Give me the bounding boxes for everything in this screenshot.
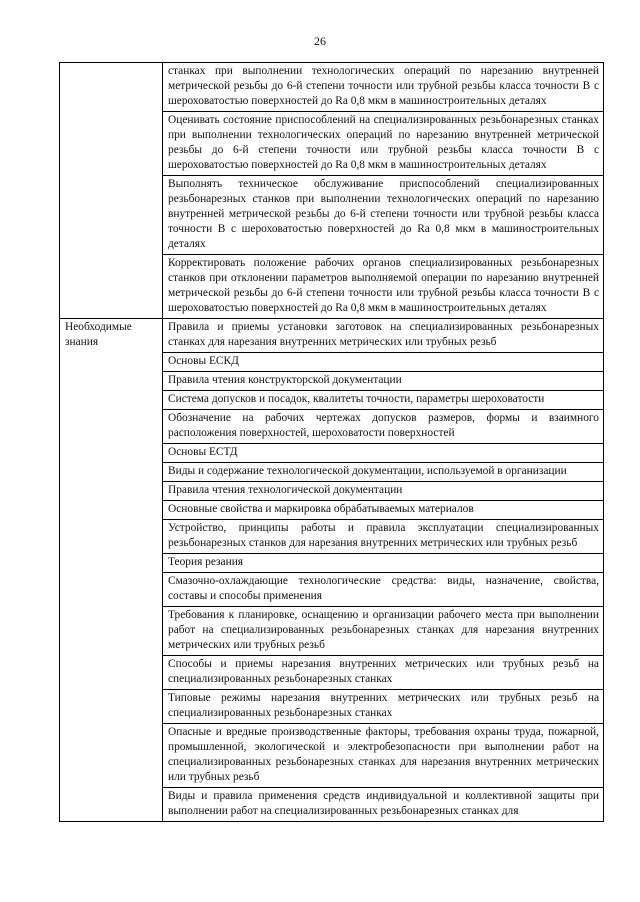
table-row	[60, 319, 604, 353]
knowledge-cell: Обозначение на рабочих чертежах допусков размеров, формы и взаимного расположения поверхностей, шероховатости поверхностей	[163, 410, 604, 444]
knowledge-cell: Основы ЕСКД	[163, 353, 604, 372]
knowledge-cell: Основы ЕСТД	[163, 444, 604, 463]
skill-cell: Оценивать состояние приспособлений на специализированных резьбонарезных станках при выполнении технологических операций по нарезанию внутренней метрической резьбы до 6-й степени точности или трубной резьбы класса точности В с шероховатостью поверхностей до Ra 0,8 мкм в машиностроительных деталях	[163, 112, 604, 176]
knowledge-cell: Система допусков и посадок, квалитеты точности, параметры шероховатости	[163, 391, 604, 410]
table-row	[60, 63, 604, 112]
knowledge-cell: Устройство, принципы работы и правила эксплуатации специализированных резьбонарезных станков для нарезания внутренних метрических или трубных резьб	[163, 520, 604, 554]
knowledge-cell: Виды и правила применения средств индивидуальной и коллективной защиты при выполнении работ на специализированных резьбонарезных станках для	[163, 788, 604, 822]
knowledge-cell: Правила чтения технологической документации	[163, 482, 604, 501]
knowledge-cell: Правила и приемы установки заготовок на специализированных резьбонарезных станках для нарезания внутренних метрических или трубных резьб	[163, 319, 604, 353]
empty-label-cell	[60, 63, 163, 319]
knowledge-cell: Способы и приемы нарезания внутренних метрических или трубных резьб на специализированных резьбонарезных станках	[163, 656, 604, 690]
skill-cell: станках при выполнении технологических операций по нарезанию внутренней метрической резьбы до 6-й степени точности или трубной резьбы класса точности В с шероховатостью поверхностей до Ra 0,8 мкм в машиностроительных деталях	[163, 63, 604, 112]
knowledge-cell: Опасные и вредные производственные факторы, требования охраны труда, пожарной, промышленной, экологической и электробезопасности при выполнении работ на специализированных резьбонарезных станках для нарезания внутренних метрических или трубных резьб	[163, 724, 604, 788]
knowledge-cell: Виды и содержание технологической документации, используемой в организации	[163, 463, 604, 482]
knowledge-cell: Основные свойства и маркировка обрабатываемых материалов	[163, 501, 604, 520]
knowledge-cell: Типовые режимы нарезания внутренних метрических или трубных резьб на специализированных резьбонарезных станках	[163, 690, 604, 724]
knowledge-cell: Смазочно-охлаждающие технологические средства: виды, назначение, свойства, составы и способы применения	[163, 573, 604, 607]
page-number: 26	[314, 34, 326, 48]
knowledge-cell: Требования к планировке, оснащению и организации рабочего места при выполнении работ на специализированных резьбонарезных станках для нарезания внутренних метрических или трубных резьб	[163, 607, 604, 656]
skill-cell: Корректировать положение рабочих органов специализированных резьбонарезных станков при отклонении параметров выполняемой операции по нарезанию внутренней метрической резьбы до 6-й степени точности или трубной резьбы класса точности В с шероховатостью поверхностей до Ra 0,8 мкм в машиностроительных деталях	[163, 255, 604, 319]
knowledge-cell: Теория резания	[163, 554, 604, 573]
competency-table	[59, 62, 604, 822]
knowledge-label: Необходимые знания	[60, 319, 163, 822]
skill-cell: Выполнять техническое обслуживание приспособлений специализированных резьбонарезных станков при выполнении технологических операций по нарезанию внутренней метрической резьбы до 6-й степени точности или трубной резьбы класса точности В с шероховатостью поверхностей до Ra 0,8 мкм в машиностроительных деталях	[163, 176, 604, 255]
knowledge-cell: Правила чтения конструкторской документации	[163, 372, 604, 391]
